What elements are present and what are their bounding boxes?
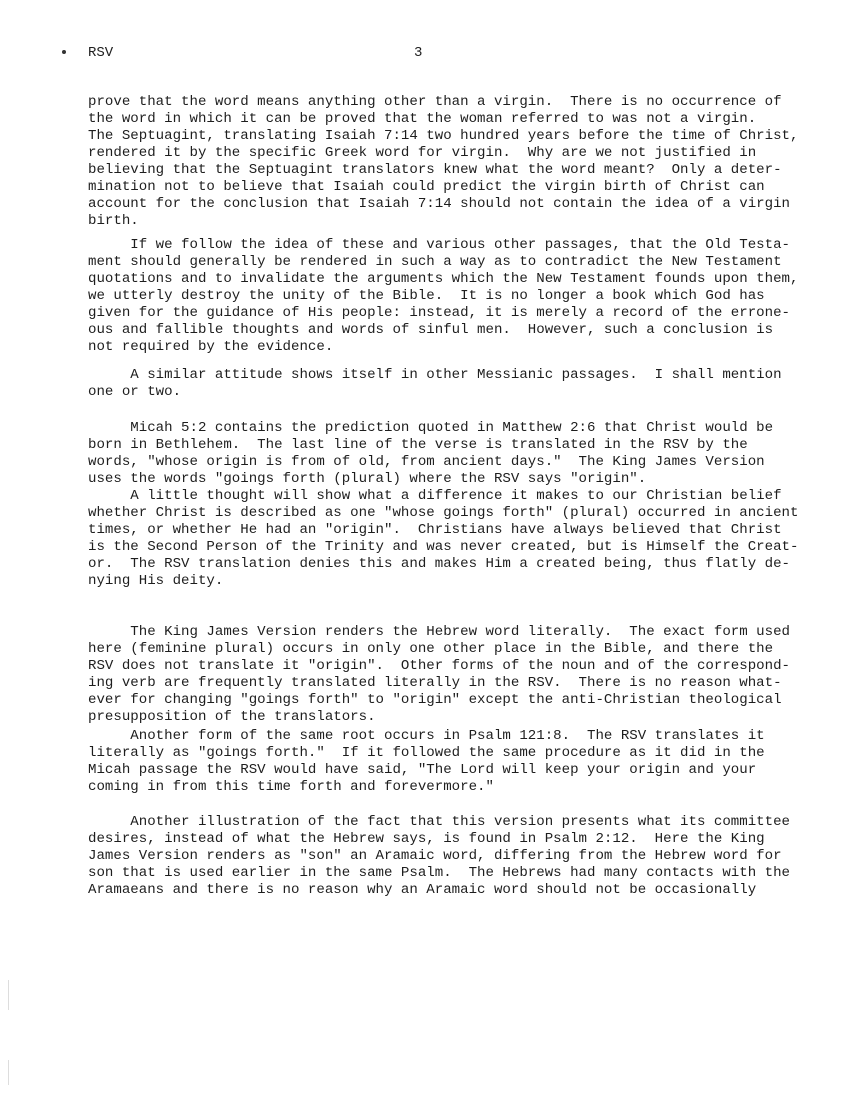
paragraph: [88, 420, 808, 488]
text-line: or. The RSV translation denies this and makes Him a created being, thus flatly de-: [88, 556, 790, 572]
text-line: here (feminine plural) occurs in only one other place in the Bible, and there the: [88, 641, 774, 657]
text-line: nying His deity.: [88, 573, 224, 589]
text-line: the word in which it can be proved that the woman referred to was not a virgin.: [88, 111, 757, 127]
text-line: coming in from this time forth and forevermore.": [88, 779, 494, 795]
text-line: uses the words "goings forth (plural) where the RSV says "origin".: [88, 471, 647, 487]
text-line: words, "whose origin is from of old, from ancient days." The King James Version: [88, 454, 765, 470]
text-line: A similar attitude shows itself in other Messianic passages. I shall mention: [88, 367, 782, 383]
text-line: James Version renders as "son" an Aramaic word, differing from the Hebrew word for: [88, 848, 782, 864]
text-line: not required by the evidence.: [88, 339, 334, 355]
text-line: Aramaeans and there is no reason why an Aramaic word should not be occasionally: [88, 882, 757, 898]
header-title: RSV: [88, 45, 114, 61]
text-line: rendered it by the specific Greek word for virgin. Why are we not justified in: [88, 145, 757, 161]
text-line: prove that the word means anything other than a virgin. There is no occurrence of: [88, 94, 782, 110]
text-line: Micah passage the RSV would have said, "The Lord will keep your origin and your: [88, 762, 757, 778]
text-line: mination not to believe that Isaiah could predict the virgin birth of Christ can: [88, 179, 765, 195]
text-line: whether Christ is described as one "whose goings forth" (plural) occurred in ancient: [88, 505, 799, 521]
text-line: Another illustration of the fact that this version presents what its committee: [88, 814, 790, 830]
text-line: ous and fallible thoughts and words of sinful men. However, such a conclusion is: [88, 322, 774, 338]
page-number: 3: [414, 45, 423, 61]
text-line: literally as "goings forth." If it followed the same procedure as it did in the: [88, 745, 765, 761]
paragraph: [88, 624, 808, 726]
text-line: ment should generally be rendered in such a way as to contradict the New Testament: [88, 254, 782, 270]
paragraph: [88, 367, 808, 401]
text-line: born in Bethlehem. The last line of the verse is translated in the RSV by the: [88, 437, 748, 453]
text-line: one or two.: [88, 384, 182, 400]
running-header: [62, 45, 113, 61]
paragraph: [88, 728, 808, 796]
punch-mark: [62, 50, 66, 54]
text-line: ing verb are frequently translated literally in the RSV. There is no reason what-: [88, 675, 782, 691]
text-line: is the Second Person of the Trinity and was never created, but is Himself the Creat-: [88, 539, 799, 555]
text-line: The Septuagint, translating Isaiah 7:14 two hundred years before the time of Christ,: [88, 128, 799, 144]
text-line: quotations and to invalidate the arguments which the New Testament founds upon them,: [88, 271, 799, 287]
scan-edge-mark: [8, 1060, 9, 1085]
text-line: RSV does not translate it "origin". Other forms of the noun and of the correspond-: [88, 658, 790, 674]
text-line: The King James Version renders the Hebrew word literally. The exact form used: [88, 624, 790, 640]
paragraph: [88, 237, 808, 356]
text-line: account for the conclusion that Isaiah 7:14 should not contain the idea of a virgin: [88, 196, 790, 212]
paragraph: [88, 94, 808, 230]
paragraph: [88, 488, 808, 590]
paragraph: [88, 814, 808, 899]
text-line: presupposition of the translators.: [88, 709, 376, 725]
scan-edge-mark: [8, 980, 9, 1010]
text-line: Another form of the same root occurs in Psalm 121:8. The RSV translates it: [88, 728, 765, 744]
text-line: son that is used earlier in the same Psalm. The Hebrews had many contacts with the: [88, 865, 790, 881]
text-line: birth.: [88, 213, 139, 229]
text-line: desires, instead of what the Hebrew says, is found in Psalm 2:12. Here the King: [88, 831, 765, 847]
text-line: times, or whether He had an "origin". Christians have always believed that Christ: [88, 522, 782, 538]
text-line: believing that the Septuagint translators knew what the word meant? Only a deter-: [88, 162, 782, 178]
text-line: we utterly destroy the unity of the Bible. It is no longer a book which God has: [88, 288, 765, 304]
text-line: Micah 5:2 contains the prediction quoted in Matthew 2:6 that Christ would be: [88, 420, 774, 436]
text-line: If we follow the idea of these and various other passages, that the Old Testa-: [88, 237, 790, 253]
text-line: ever for changing "goings forth" to "origin" except the anti-Christian theological: [88, 692, 782, 708]
text-line: given for the guidance of His people: instead, it is merely a record of the errone-: [88, 305, 790, 321]
text-line: A little thought will show what a difference it makes to our Christian belief: [88, 488, 782, 504]
